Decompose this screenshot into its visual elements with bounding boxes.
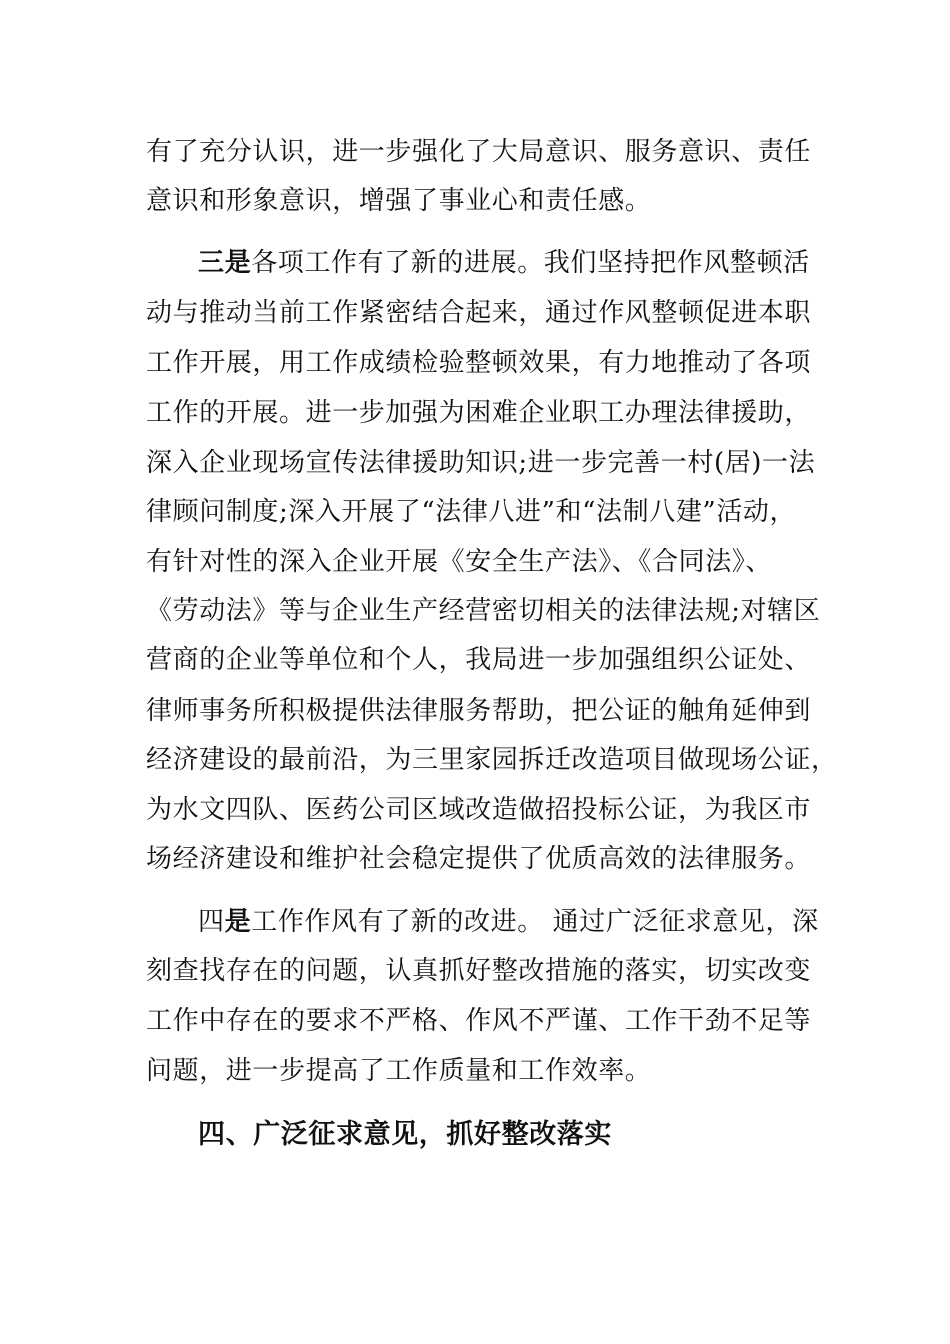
paragraph-line: 为水文四队、医药公司区域改造做招投标公证，为我区市 — [146, 795, 812, 825]
paragraph-line: 刻查找存在的问题，认真抓好整改措施的落实，切实改变 — [146, 956, 812, 986]
paragraph-lead-bold: 是 — [224, 907, 252, 937]
paragraph-lead: 三是 — [198, 248, 252, 278]
section-heading: 四、广泛征求意见，抓好整改落实 — [198, 1119, 612, 1150]
paragraph-first-line — [198, 905, 819, 939]
paragraph-line: 有针对性的深入企业开展《安全生产法》、《合同法》、 — [146, 547, 773, 577]
paragraph-line: 意识和形象意识，增强了事业心和责任感。 — [146, 186, 652, 216]
paragraph-line: 问题，进一步提高了工作质量和工作效率。 — [146, 1056, 652, 1086]
paragraph-text: 工作作风有了新的改进。 通过广泛征求意见，深 — [251, 907, 819, 937]
paragraph-line: 工作开展，用工作成绩检验整顿效果，有力地推动了各项 — [146, 348, 812, 378]
paragraph-line: 律师事务所积极提供法律服务帮助，把公证的触角延伸到 — [146, 696, 812, 726]
paragraph-line: 动与推动当前工作紧密结合起来，通过作风整顿促进本职 — [146, 298, 812, 328]
paragraph-line: 营商的企业等单位和个人，我局进一步加强组织公证处、 — [146, 645, 812, 675]
paragraph-line: 《劳动法》等与企业生产经营密切相关的法律法规;对辖区 — [146, 596, 821, 626]
paragraph-line: 工作中存在的要求不严格、作风不严谨、工作干劲不足等 — [146, 1006, 812, 1036]
paragraph-line: 工作的开展。进一步加强为困难企业职工办理法律援助， — [146, 398, 812, 428]
paragraph-line: 经济建设的最前沿，为三里家园拆迁改造项目做现场公证， — [146, 745, 838, 775]
paragraph-line: 有了充分认识，进一步强化了大局意识、服务意识、责任 — [146, 137, 812, 167]
paragraph-line: 律顾问制度;深入开展了“法律八进”和“法制八建”活动， — [146, 497, 797, 527]
paragraph-line: 深入企业现场宣传法律援助知识;进一步完善一村(居)一法 — [146, 448, 816, 478]
paragraph-first-line — [198, 246, 810, 280]
paragraph-line: 场经济建设和维护社会稳定提供了优质高效的法律服务。 — [146, 844, 812, 874]
paragraph-text: 各项工作有了新的进展。我们坚持把作风整顿活 — [251, 248, 810, 278]
paragraph-lead: 四 — [198, 907, 225, 937]
